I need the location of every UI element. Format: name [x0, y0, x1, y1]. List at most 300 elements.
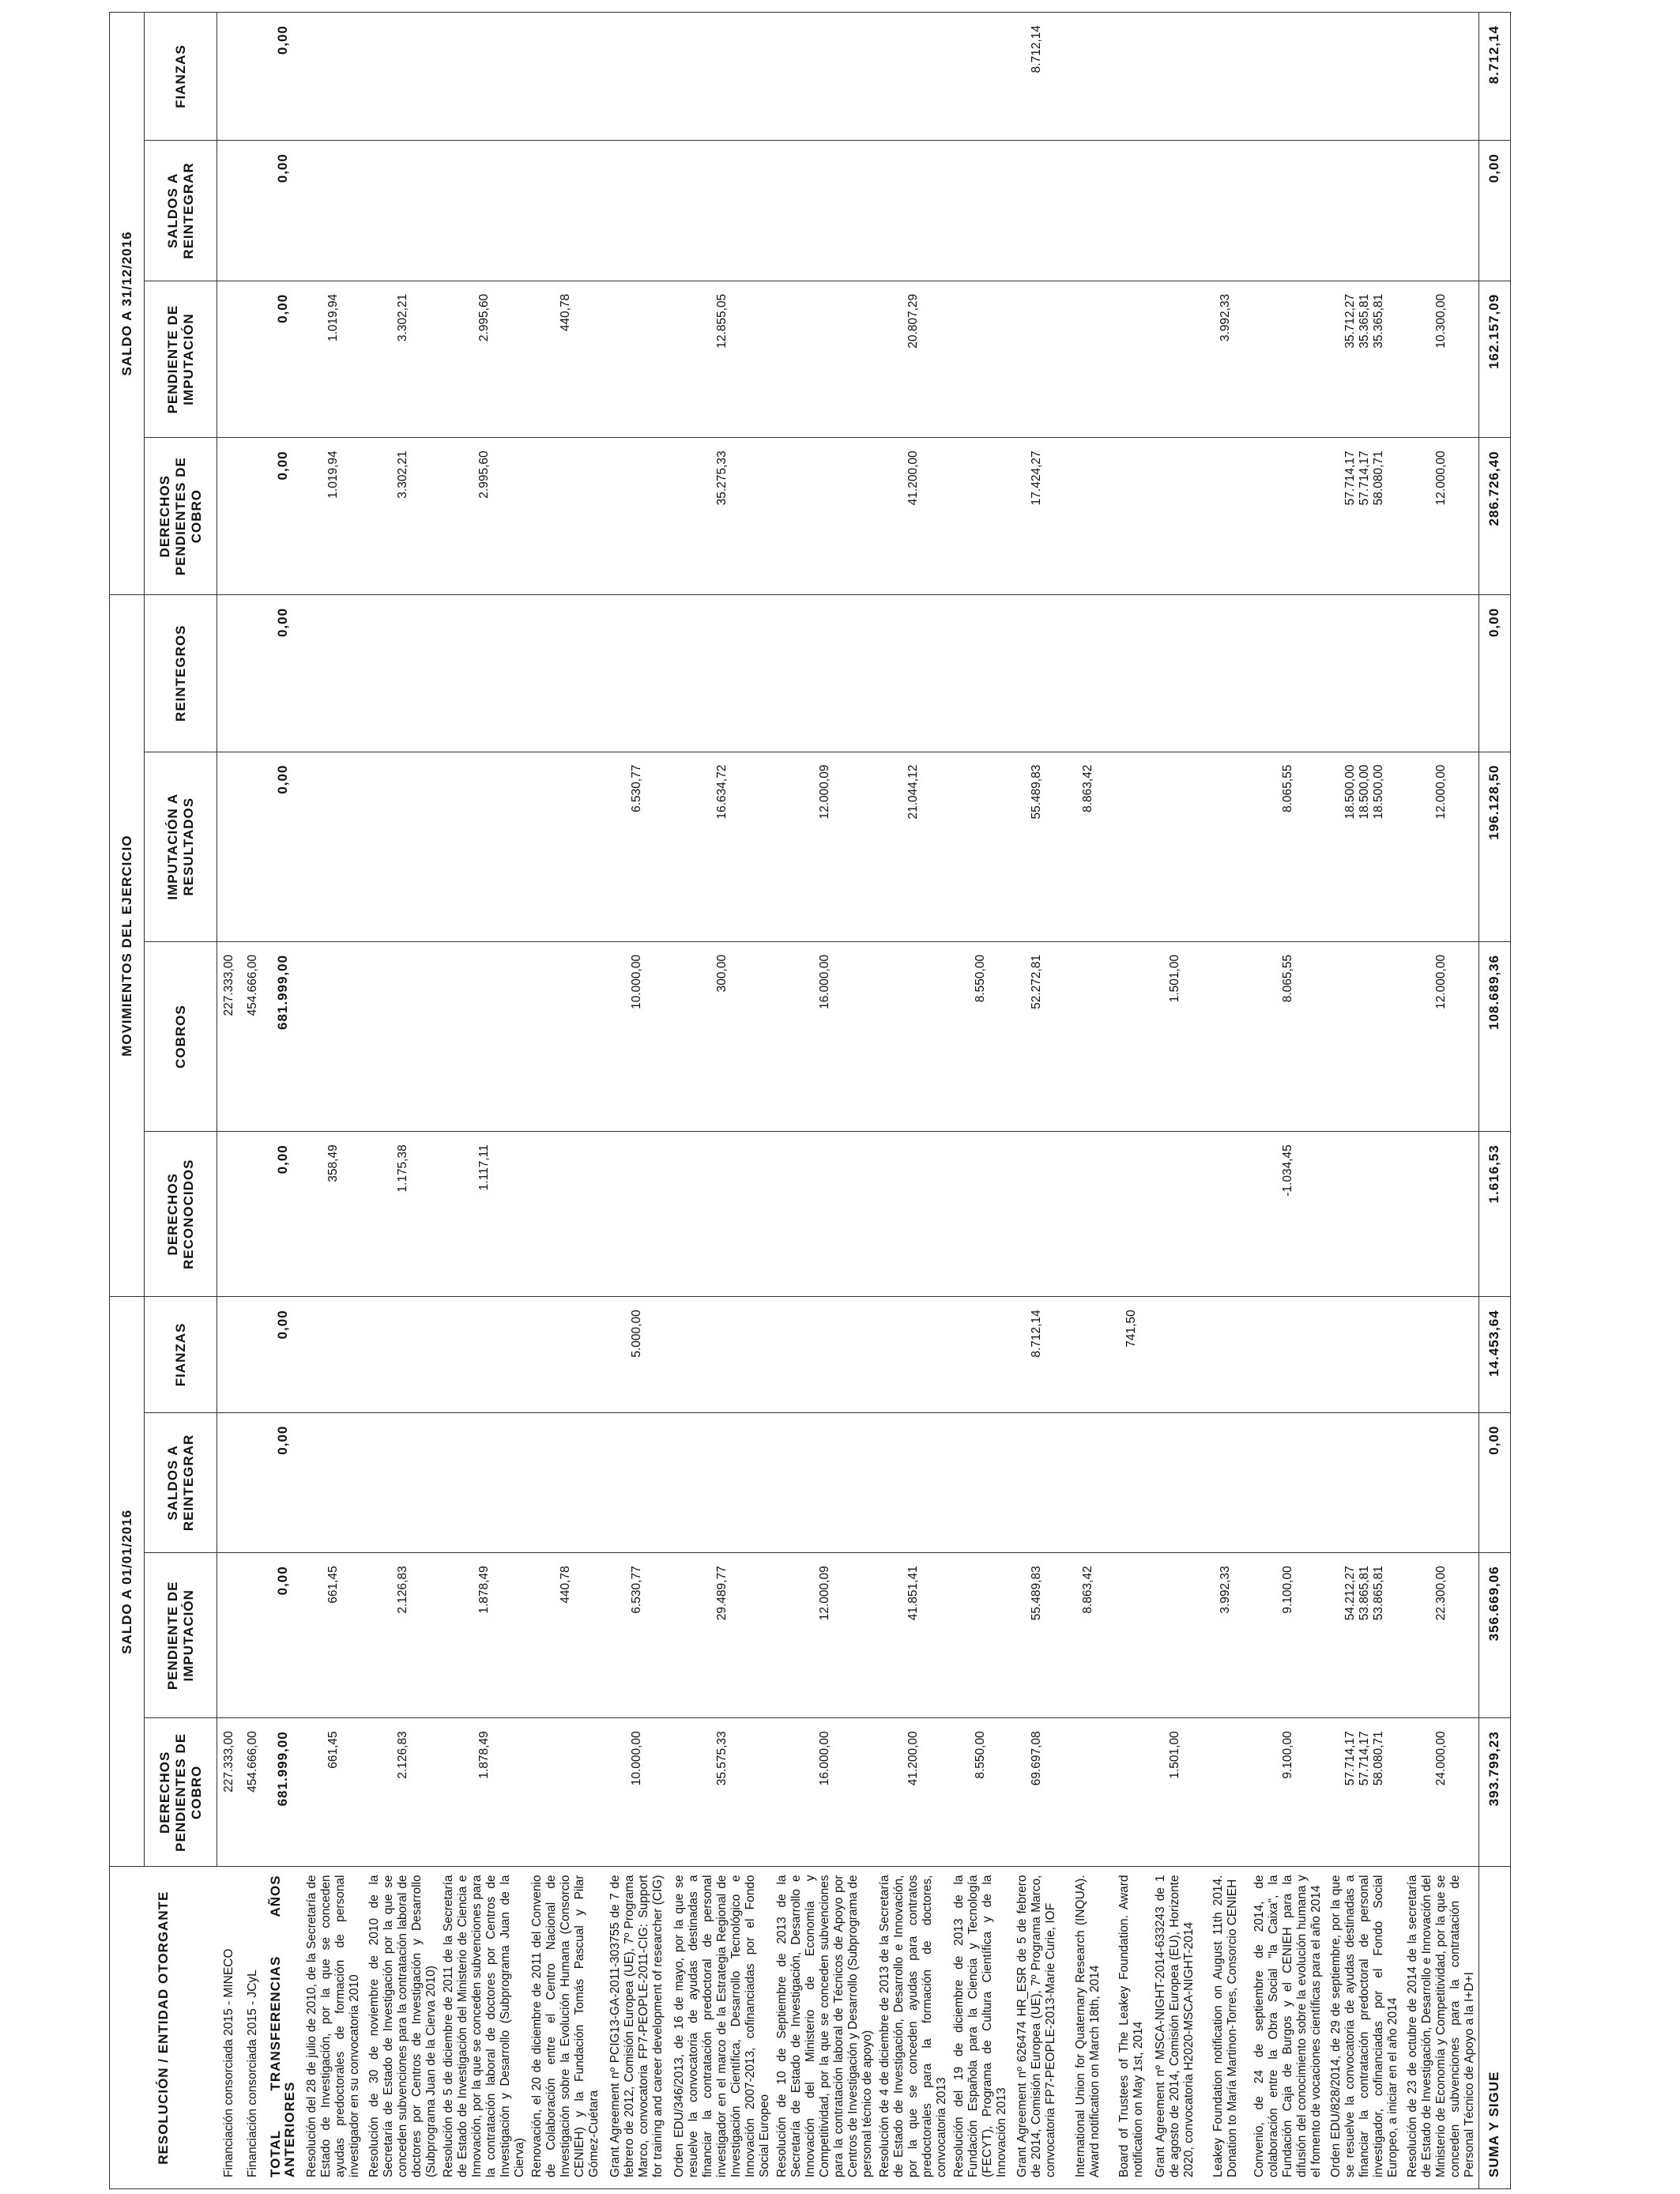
row-value-c6: 8.065,55: [1251, 941, 1325, 1131]
row-value-c9: 3.302,21: [366, 438, 440, 595]
row-value-c11: [1404, 141, 1479, 281]
row-value-c1: 69.697,08: [1011, 1718, 1063, 1867]
row-value-c1: 41.200,00: [876, 1718, 951, 1867]
row-value-c5: -1.034,45: [1251, 1132, 1325, 1297]
row-value-c4: [1150, 1297, 1200, 1412]
sum-value-c6: 108.689,36: [1478, 941, 1510, 1131]
row-value-c11: [603, 141, 671, 281]
row-value-c9: [1251, 438, 1325, 595]
row-value-c12: [440, 13, 529, 141]
row-value-c10: [1063, 281, 1113, 438]
table-row: [1063, 13, 1113, 2189]
row-value-c3: [671, 1412, 774, 1553]
row-value-c9: 35.275,33: [671, 438, 774, 595]
row-value-c9: 41.200,00: [876, 438, 951, 595]
row-value-c11: [1150, 141, 1200, 281]
row-value-c2: 22.300,00: [1404, 1553, 1479, 1718]
row-value-c10: 35.712,27 35.365,81 35.365,81: [1325, 281, 1404, 438]
header-derechos-pendientes-1: DERECHOS PENDIENTES DE COBRO: [145, 1718, 217, 1867]
row-value-c1: [1200, 1718, 1251, 1867]
row-resolucion-text: Resolución de 4 de diciembre de 2013 de la Secretaría de Estado de Investigación, Desarrollo e Innovación, por la que se conceden ayudas para contratos predoctorales para la formación de doctores, convocatoria 2013: [876, 1867, 951, 2189]
row-value-c7: 6.530,77: [603, 752, 671, 941]
row-value-c9: [1113, 438, 1150, 595]
row-value-c4: 5.000,00: [603, 1297, 671, 1412]
row-value-c4: [876, 1297, 951, 1412]
rotated-table-wrapper: [109, 12, 1501, 2189]
row-value-c7: 12.000,09: [774, 752, 876, 941]
row-value-c11: [241, 141, 265, 281]
sum-label: SUMA Y SIGUE: [1478, 1867, 1510, 2189]
row-value-c7: [366, 752, 440, 941]
row-value-c3: 0,00: [265, 1412, 301, 1553]
table-row: [241, 13, 265, 2189]
row-value-c11: 0,00: [265, 141, 301, 281]
row-value-c1: 57.714,17 57.714,17 58.080,71: [1325, 1718, 1404, 1867]
row-value-c7: [1200, 752, 1251, 941]
row-value-c9: [1063, 438, 1113, 595]
row-value-c5: [876, 1132, 951, 1297]
row-value-c3: [1325, 1412, 1404, 1553]
row-value-c7: [1113, 752, 1150, 941]
header-saldo-inicio: SALDO A 01/01/2016: [110, 1297, 145, 1867]
row-value-c3: [774, 1412, 876, 1553]
row-value-c6: [876, 941, 951, 1131]
row-value-c4: [671, 1297, 774, 1412]
table-row: [876, 13, 951, 2189]
row-value-c1: [1063, 1718, 1113, 1867]
row-value-c8: [301, 594, 366, 752]
row-value-c2: 29.489,77: [671, 1553, 774, 1718]
row-value-c9: [951, 438, 1011, 595]
row-value-c9: [529, 438, 603, 595]
row-value-c12: [671, 13, 774, 141]
row-value-c5: [774, 1132, 876, 1297]
row-value-c10: 0,00: [265, 281, 301, 438]
row-value-c1: 1.878,49: [440, 1718, 529, 1867]
row-value-c6: [1325, 941, 1404, 1131]
row-value-c5: 358,49: [301, 1132, 366, 1297]
row-value-c7: 12.000,00: [1404, 752, 1479, 941]
table-row: [774, 13, 876, 2189]
row-value-c10: 3.992,33: [1200, 281, 1251, 438]
row-value-c5: [241, 1132, 265, 1297]
table-row: [440, 13, 529, 2189]
sum-value-c1: 393.799,23: [1478, 1718, 1510, 1867]
table-row: [1113, 13, 1150, 2189]
row-value-c6: 300,00: [671, 941, 774, 1131]
row-resolucion-text: Convenio, de 24 de septiembre de 2014, de colaboración entre la Obra Social "la Caixa", la Fundación Caja de Burgos y el CENIEH para la difusión del conocimiento sobre la evolución humana y el fomento de vocaciones científicas para el año 2014: [1251, 1867, 1325, 2189]
row-value-c6: 681.999,00: [265, 941, 301, 1131]
row-value-c2: [1113, 1553, 1150, 1718]
row-value-c6: [1113, 941, 1150, 1131]
row-value-c2: 2.126,83: [366, 1553, 440, 1718]
table-row: [1325, 13, 1404, 2189]
row-value-c2: [951, 1553, 1011, 1718]
row-value-c5: 1.117,11: [440, 1132, 529, 1297]
row-value-c11: [440, 141, 529, 281]
row-value-c5: [1011, 1132, 1063, 1297]
row-value-c12: [1113, 13, 1150, 141]
row-resolucion-text: Resolución de 5 de diciembre de 2011 de la Secretaría de Estado de Investigación del Ministerio de Ciencia e Innovación, por la que se conceden subvenciones para la contratación laboral de doctores por Centros de Investigación y Desarrollo (Subprograma Juan de la Cierva): [440, 1867, 529, 2189]
row-value-c2: [217, 1553, 241, 1718]
row-value-c2: 41.851,41: [876, 1553, 951, 1718]
row-resolucion-text: Grant Agreement nº PCIG13-GA-2011-303755 de 7 de febrero de 2012, Comisión Europea (UE), 7º Programa Marco, convocatoria FP7-PEOPLE-2011-CIG: Support for training and career development of researcher (CIG): [603, 1867, 671, 2189]
row-value-c4: [301, 1297, 366, 1412]
row-resolucion-text: Resolución de 23 de octubre de 2014 de la secretaría de Estado de Investigación, Desarrollo e Innovación del Ministerio de Economía y Competitividad, por la que se conceden subvenciones para la contratación de Personal Técnico de Apoyo a la I+D+I: [1404, 1867, 1479, 2189]
row-value-c12: [603, 13, 671, 141]
row-value-c3: [301, 1412, 366, 1553]
row-value-c4: [1063, 1297, 1113, 1412]
header-movimientos: MOVIMIENTOS DEL EJERCICIO: [110, 594, 145, 1296]
row-value-c2: 3.992,33: [1200, 1553, 1251, 1718]
row-value-c4: [1200, 1297, 1251, 1412]
row-value-c12: 8.712,14: [1011, 13, 1063, 141]
table-body: [217, 13, 1511, 2189]
row-value-c12: [774, 13, 876, 141]
row-value-c3: [603, 1412, 671, 1553]
sum-value-c2: 356.669,06: [1478, 1553, 1510, 1718]
row-value-c3: [1200, 1412, 1251, 1553]
row-value-c3: [366, 1412, 440, 1553]
row-value-c3: [440, 1412, 529, 1553]
row-value-c8: [366, 594, 440, 752]
header-saldo-fin: SALDO A 31/12/2016: [110, 13, 145, 595]
row-value-c1: 9.100,00: [1251, 1718, 1325, 1867]
table-row: [671, 13, 774, 2189]
row-value-c1: [529, 1718, 603, 1867]
sum-value-c10: 162.157,09: [1478, 281, 1510, 438]
row-resolucion-text: Financiación consorciada 2015 - JCyL: [241, 1867, 265, 2189]
row-value-c10: 3.302,21: [366, 281, 440, 438]
sum-value-c3: 0,00: [1478, 1412, 1510, 1553]
row-value-c12: [1150, 13, 1200, 141]
row-value-c12: [1404, 13, 1479, 141]
row-value-c8: [774, 594, 876, 752]
row-value-c12: [366, 13, 440, 141]
row-value-c8: [876, 594, 951, 752]
row-value-c12: [241, 13, 265, 141]
row-value-c9: 17.424,27: [1011, 438, 1063, 595]
row-value-c2: 55.489,83: [1011, 1553, 1063, 1718]
row-value-c11: [1325, 141, 1404, 281]
header-cobros: COBROS: [145, 941, 217, 1131]
row-value-c8: [671, 594, 774, 752]
row-value-c6: [301, 941, 366, 1131]
row-value-c10: [217, 281, 241, 438]
row-value-c4: [1325, 1297, 1404, 1412]
row-value-c1: 8.550,00: [951, 1718, 1011, 1867]
row-value-c12: [1251, 13, 1325, 141]
row-resolucion-text: TOTAL TRANSFERENCIAS AÑOS ANTERIORES: [265, 1867, 301, 2189]
header-pendiente-imputacion-1: PENDIENTE DE IMPUTACIÓN: [145, 1553, 217, 1718]
row-value-c4: [440, 1297, 529, 1412]
row-value-c2: 54.212,27 53.865,81 53.865,81: [1325, 1553, 1404, 1718]
row-value-c10: [774, 281, 876, 438]
table-row: [301, 13, 366, 2189]
row-value-c6: 12.000,00: [1404, 941, 1479, 1131]
row-value-c8: [1011, 594, 1063, 752]
sum-value-c5: 1.616,53: [1478, 1132, 1510, 1297]
row-value-c2: 6.530,77: [603, 1553, 671, 1718]
row-value-c5: [1063, 1132, 1113, 1297]
row-value-c1: 10.000,00: [603, 1718, 671, 1867]
row-value-c9: 12.000,00: [1404, 438, 1479, 595]
header-fianzas-1: FIANZAS: [145, 1297, 217, 1412]
row-value-c9: [603, 438, 671, 595]
row-value-c11: [301, 141, 366, 281]
row-value-c11: [217, 141, 241, 281]
row-value-c8: [1063, 594, 1113, 752]
table-row: [217, 13, 241, 2189]
row-value-c1: 35.575,33: [671, 1718, 774, 1867]
row-value-c3: [951, 1412, 1011, 1553]
row-value-c4: [774, 1297, 876, 1412]
row-value-c10: 20.807,29: [876, 281, 951, 438]
row-value-c7: 21.044,12: [876, 752, 951, 941]
row-value-c7: 55.489,83: [1011, 752, 1063, 941]
row-value-c6: 227.333,00: [217, 941, 241, 1131]
row-value-c1: 661,45: [301, 1718, 366, 1867]
row-resolucion-text: Leakey Foundation notification on August 11th 2014. Donation to María Martinon-Torres, Consorcio CENIEH: [1200, 1867, 1251, 2189]
row-value-c8: [217, 594, 241, 752]
row-value-c6: [1063, 941, 1113, 1131]
row-value-c8: [1150, 594, 1200, 752]
row-resolucion-text: Resolución del 28 de julio de 2010, de la Secretaría de Estado de Investigación, por la que se conceden ayudas predoctorales de formación de personal investigador en su convocatoria 2010: [301, 1867, 366, 2189]
row-value-c6: 1.501,00: [1150, 941, 1200, 1131]
row-value-c6: [529, 941, 603, 1131]
row-value-c11: [1113, 141, 1150, 281]
table-row: [1011, 13, 1063, 2189]
row-value-c5: [1325, 1132, 1404, 1297]
row-value-c7: [951, 752, 1011, 941]
row-value-c1: 681.999,00: [265, 1718, 301, 1867]
row-value-c12: [876, 13, 951, 141]
row-value-c7: [1150, 752, 1200, 941]
sum-value-c9: 286.726,40: [1478, 438, 1510, 595]
row-value-c11: [1011, 141, 1063, 281]
row-value-c10: 2.995,60: [440, 281, 529, 438]
row-value-c2: 0,00: [265, 1553, 301, 1718]
row-value-c6: 454.666,00: [241, 941, 265, 1131]
row-value-c6: 8.550,00: [951, 941, 1011, 1131]
row-value-c8: [1325, 594, 1404, 752]
row-value-c1: 1.501,00: [1150, 1718, 1200, 1867]
row-value-c9: [774, 438, 876, 595]
header-resolucion: RESOLUCIÓN / ENTIDAD OTORGANTE: [110, 1867, 217, 2189]
row-value-c9: [241, 438, 265, 595]
row-resolucion-text: International Union for Quaternary Research (INQUA). Award notification on March 18th, 2014: [1063, 1867, 1113, 2189]
sum-value-c11: 0,00: [1478, 141, 1510, 281]
row-value-c8: [603, 594, 671, 752]
header-saldos-reintegrar-1: SALDOS A REINTEGRAR: [145, 1412, 217, 1553]
row-value-c11: [951, 141, 1011, 281]
row-value-c10: [1113, 281, 1150, 438]
row-value-c1: 16.000,00: [774, 1718, 876, 1867]
row-value-c2: 9.100,00: [1251, 1553, 1325, 1718]
row-value-c2: 440,78: [529, 1553, 603, 1718]
row-value-c3: [1011, 1412, 1063, 1553]
row-value-c8: [241, 594, 265, 752]
row-value-c12: [1063, 13, 1113, 141]
row-resolucion-text: Renovación, el 20 de diciembre de 2011 del Convenio de Colaboración entre el Centro Nacional de Investigación sobre la Evolución Humana (Consorcio CENIEH) y la Fundación Tomás Pascual y Pilar Gómez-Cuétara: [529, 1867, 603, 2189]
row-value-c4: [1404, 1297, 1479, 1412]
row-value-c3: [529, 1412, 603, 1553]
header-imputacion-resultados: IMPUTACIÓN A RESULTADOS: [145, 752, 217, 941]
table-row: [1200, 13, 1251, 2189]
row-value-c6: [1200, 941, 1251, 1131]
row-value-c5: 0,00: [265, 1132, 301, 1297]
row-resolucion-text: Resolución de 10 de Septiembre de 2013 de la Secretaría de Estado de Investigación, Desarrollo e Innovación del Ministerio de Economía y Competitividad, por la que se conceden subvenciones para la contratación laboral de Técnicos de Apoyo por Centros de Investigación y Desarrollo (Subprograma de personal técnico de apoyo): [774, 1867, 876, 2189]
row-value-c6: [440, 941, 529, 1131]
row-value-c12: 0,00: [265, 13, 301, 141]
row-value-c5: [217, 1132, 241, 1297]
row-value-c2: 8.863,42: [1063, 1553, 1113, 1718]
row-resolucion-text: Resolución de 30 de noviembre de 2010 de la Secretaría de Estado de Investigación por la que se conceden subvenciones para la contratación laboral de doctores por Centros de Investigación y Desarrollo (Subprograma Juan de la Cierva 2010): [366, 1867, 440, 2189]
row-value-c9: 1.019,94: [301, 438, 366, 595]
table-row: [1150, 13, 1200, 2189]
header-fianzas-2: FIANZAS: [145, 13, 217, 141]
table-row: [265, 13, 301, 2189]
row-value-c7: 18.500,00 18.500,00 18.500,00: [1325, 752, 1404, 941]
row-resolucion-text: Grant Agreement nº MSCA-NIGHT-2014-633243 de 1 de agosto de 2014, Comisión Europea (EU), Horizonte 2020, convocatoria H2020-MSCA-NIGHT-2014: [1150, 1867, 1200, 2189]
row-value-c6: [366, 941, 440, 1131]
row-value-c7: [529, 752, 603, 941]
row-value-c3: [876, 1412, 951, 1553]
row-value-c7: [217, 752, 241, 941]
row-value-c8: [440, 594, 529, 752]
header-derechos-pendientes-2: DERECHOS PENDIENTES DE COBRO: [145, 438, 217, 595]
row-value-c9: 57.714,17 57.714,17 58.080,71: [1325, 438, 1404, 595]
table-row: [366, 13, 440, 2189]
row-value-c4: 741,50: [1113, 1297, 1150, 1412]
row-value-c10: [1251, 281, 1325, 438]
row-value-c5: [1404, 1132, 1479, 1297]
row-value-c7: [241, 752, 265, 941]
row-value-c4: 8.712,14: [1011, 1297, 1063, 1412]
row-value-c8: [1404, 594, 1479, 752]
row-value-c6: 16.000,00: [774, 941, 876, 1131]
header-derechos-reconocidos: DERECHOS RECONOCIDOS: [145, 1132, 217, 1297]
row-value-c11: [1200, 141, 1251, 281]
row-value-c7: 8.863,42: [1063, 752, 1113, 941]
row-value-c2: [1150, 1553, 1200, 1718]
row-value-c11: [876, 141, 951, 281]
row-value-c6: 52.272,81: [1011, 941, 1063, 1131]
row-value-c12: [951, 13, 1011, 141]
row-value-c8: [1113, 594, 1150, 752]
row-value-c3: [1404, 1412, 1479, 1553]
row-value-c10: [1011, 281, 1063, 438]
row-value-c10: [951, 281, 1011, 438]
row-value-c9: 0,00: [265, 438, 301, 595]
row-value-c5: [951, 1132, 1011, 1297]
row-value-c3: [1251, 1412, 1325, 1553]
sum-value-c8: 0,00: [1478, 594, 1510, 752]
row-value-c6: 10.000,00: [603, 941, 671, 1131]
row-value-c1: [1113, 1718, 1150, 1867]
row-value-c11: [529, 141, 603, 281]
row-value-c4: [529, 1297, 603, 1412]
row-resolucion-text: Financiación consorciada 2015 - MINECO: [217, 1867, 241, 2189]
row-value-c4: [366, 1297, 440, 1412]
row-value-c4: 0,00: [265, 1297, 301, 1412]
header-reintegros: REINTEGROS: [145, 594, 217, 752]
row-value-c2: 661,45: [301, 1553, 366, 1718]
row-value-c10: 12.855,05: [671, 281, 774, 438]
row-value-c5: [1150, 1132, 1200, 1297]
row-value-c9: 2.995,60: [440, 438, 529, 595]
row-value-c5: [529, 1132, 603, 1297]
table-row: [529, 13, 603, 2189]
row-value-c10: 1.019,94: [301, 281, 366, 438]
row-resolucion-text: Resolución del 19 de diciembre de 2013 de la Fundación Española para la Ciencia y Tecnología (FECYT), Programa de Cultura Científica y de la Innovación 2013: [951, 1867, 1011, 2189]
table-row: [1251, 13, 1325, 2189]
row-value-c8: [529, 594, 603, 752]
row-value-c9: [1150, 438, 1200, 595]
row-value-c11: [1063, 141, 1113, 281]
row-value-c11: [1251, 141, 1325, 281]
row-value-c10: [241, 281, 265, 438]
table-row: [603, 13, 671, 2189]
row-value-c9: [1200, 438, 1251, 595]
subvenciones-table: [109, 12, 1511, 2189]
table-row: [1404, 13, 1479, 2189]
row-value-c4: [1251, 1297, 1325, 1412]
row-value-c8: [1251, 594, 1325, 752]
row-value-c7: [440, 752, 529, 941]
sum-value-c12: 8.712,14: [1478, 13, 1510, 141]
row-resolucion-text: Orden EDU/828/2014, de 29 de septiembre, por la que se resuelve la convocatoria de ayudas destinadas a financiar la contratación predoctoral de personal investigador, cofinanciadas por el Fondo Social Europeo, a iniciar en el año 2014: [1325, 1867, 1404, 2189]
row-value-c5: 1.175,38: [366, 1132, 440, 1297]
sum-row: [1478, 13, 1510, 2189]
row-value-c2: 1.878,49: [440, 1553, 529, 1718]
row-value-c3: [1150, 1412, 1200, 1553]
row-value-c11: [671, 141, 774, 281]
table-row: [951, 13, 1011, 2189]
row-value-c12: [529, 13, 603, 141]
sum-value-c4: 14.453,64: [1478, 1297, 1510, 1412]
row-value-c3: [1113, 1412, 1150, 1553]
row-resolucion-text: Grant Agreement nº 626474 HR_ESR de 5 de febrero de 2014, Comisión Europea (UE), 7º Programa Marco, convocatoria FP7-PEOPLE-2013-Marie Curie, IOF: [1011, 1867, 1063, 2189]
row-value-c4: [241, 1297, 265, 1412]
row-value-c7: 0,00: [265, 752, 301, 941]
row-value-c12: [1200, 13, 1251, 141]
row-value-c5: [1113, 1132, 1150, 1297]
row-value-c5: [603, 1132, 671, 1297]
row-value-c8: [951, 594, 1011, 752]
row-value-c5: [1200, 1132, 1251, 1297]
row-value-c12: [217, 13, 241, 141]
row-value-c5: [671, 1132, 774, 1297]
row-value-c1: 2.126,83: [366, 1718, 440, 1867]
row-value-c12: [1325, 13, 1404, 141]
row-value-c10: 10.300,00: [1404, 281, 1479, 438]
row-value-c11: [774, 141, 876, 281]
row-value-c3: [241, 1412, 265, 1553]
row-value-c11: [366, 141, 440, 281]
row-value-c1: 227.333,00: [217, 1718, 241, 1867]
row-value-c1: 454.666,00: [241, 1718, 265, 1867]
row-resolucion-text: Orden EDU/346/2013, de 16 de mayo, por la que se resuelve la convocatoria de ayudas destinadas a financiar la contratación predoctoral de personal investigador en el marco de la Estrategia Regional de Investigación Científica, Desarrollo Tecnológico e Innovación 2007-2013, cofinanciadas por el Fondo Social Europeo: [671, 1867, 774, 2189]
row-resolucion-text: Board of Trustees of The Leakey Foundation. Award notification on May 1st, 2014: [1113, 1867, 1150, 2189]
row-value-c12: [301, 13, 366, 141]
row-value-c7: 8.065,55: [1251, 752, 1325, 941]
row-value-c7: 16.634,72: [671, 752, 774, 941]
row-value-c4: [951, 1297, 1011, 1412]
sum-value-c7: 196.128,50: [1478, 752, 1510, 941]
row-value-c9: [217, 438, 241, 595]
row-value-c4: [217, 1297, 241, 1412]
